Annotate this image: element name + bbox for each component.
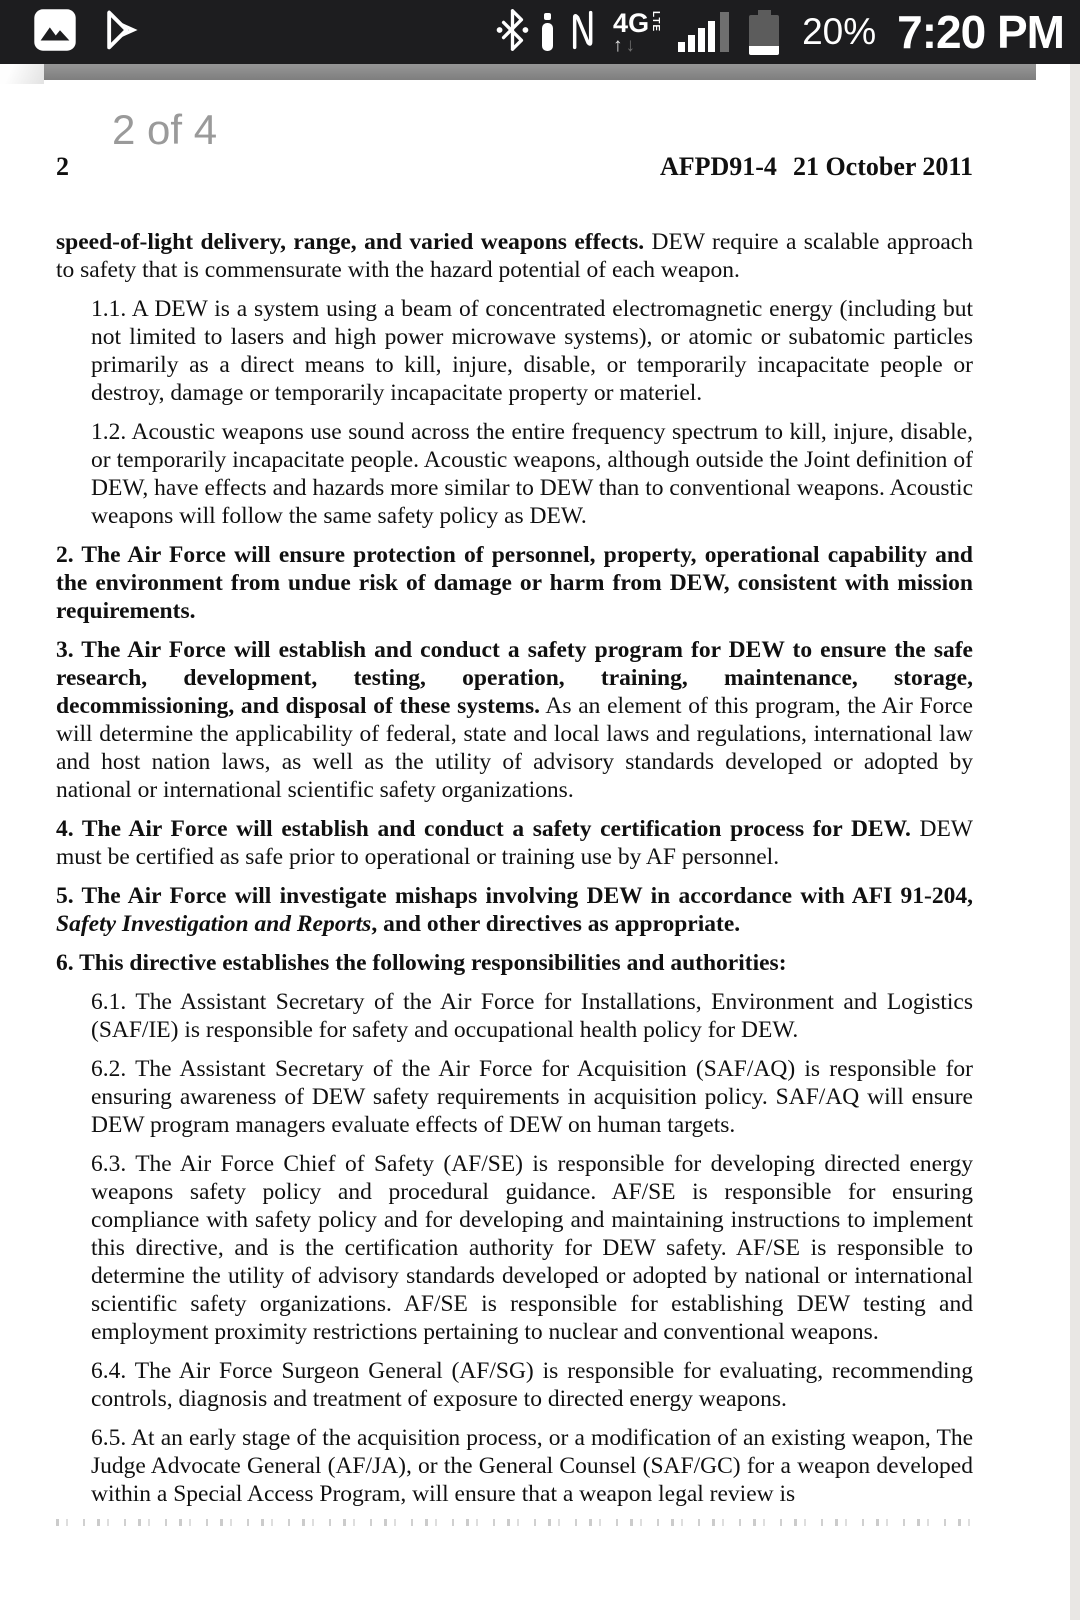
system-status-icons xyxy=(496,5,1064,59)
text-run: 6.4. The Air Force Surgeon General (AF/SG) is responsible for evaluating, recommending controls, diagnosis and treatment of exposure to directed energy weapons. xyxy=(91,1358,973,1412)
text-run: As an element of this program, the Air Force will determine the applicability of federal, state and local laws and regulations, international law and host nation laws, as well as the utility of advisory standards developed or adopted by national or international scientific safety organizations. xyxy=(56,693,973,803)
bluetooth-icon xyxy=(496,8,529,57)
document-paragraph xyxy=(91,1055,973,1139)
text-run: 3. The Air Force will establish and conduct a safety program for DEW to ensure the safe research, development, testing, operation, training, maintenance, storage, decommissioning, and disposal of these systems. xyxy=(56,637,973,719)
text-run: 5. The Air Force will investigate mishaps involving DEW in accordance with AFI 91-204, xyxy=(56,883,973,909)
text-run: , and other directives as appropriate. xyxy=(371,911,741,937)
page-indicator: 2 of 4 xyxy=(112,106,218,153)
document-header-right xyxy=(660,152,973,182)
document-paragraph xyxy=(91,295,973,407)
page-top-edge xyxy=(0,64,1080,84)
document-date: 21 October 2011 xyxy=(792,152,973,181)
text-run: 1.2. Acoustic weapons use sound across the entire frequency spectrum to kill, injure, disable, or temporarily incapacitate people. Acoustic weapons, although outside the Joint definition of DEW, have effects and hazards more similar to DEW than to conventional weapons. Acoustic weapons will follow the same safety policy as DEW. xyxy=(91,419,973,529)
text-run: 4. The Air Force will establish and conduct a safety certification process for DEW. xyxy=(56,816,911,842)
document-body xyxy=(56,228,973,1508)
text-run: 1.1. A DEW is a system using a beam of concentrated electromagnetic energy (including but not limited to lasers and high power microwave systems), or atomic or subatomic particles primarily as a direct means to kill, injure, disable, or temporarily incapacitate people or destroy, damage or temporarily incapacitate property or materiel. xyxy=(91,296,973,406)
document-paragraph xyxy=(56,541,973,625)
document-id: AFPD91-4 xyxy=(659,152,777,181)
document-paragraph xyxy=(56,228,973,284)
page-edge-bar xyxy=(44,64,1036,80)
page-corner-shade xyxy=(0,64,44,84)
document-paragraph xyxy=(91,418,973,530)
nfc-icon xyxy=(566,8,598,57)
network-4g-label: 4G xyxy=(613,7,650,38)
page-number: 2 xyxy=(56,152,69,181)
network-lte-label: LTE xyxy=(650,10,662,32)
text-run: speed-of-light delivery, range, and varied weapons effects. xyxy=(56,229,645,255)
document-paragraph xyxy=(91,1424,973,1508)
text-run: DEW require a scalable approach to safety that is commensurate with the hazard potential of each weapon. xyxy=(56,229,973,283)
text-run: 6.2. The Assistant Secretary of the Air Force for Acquisition (SAF/AQ) is responsible for ensuring awareness of DEW safety requirements in acquisition policy. SAF/AQ will ensure DEW program managers evaluate effects of DEW on human targets. xyxy=(91,1056,973,1138)
pdf-viewport[interactable] xyxy=(0,84,1080,1526)
text-run: 6.3. The Air Force Chief of Safety (AF/SE) is responsible for developing directed energy weapons safety policy and procedural guidance. AF/SE is responsible for ensuring compliance with safety policy and for developing and maintaining instructions to implement this directive, and is the certification authority for DEW safety. AF/SE is responsible to determine the utility of advisory standards developed or adopted by national or international scientific safety organizations. AF/SE is responsible for establishing DEW testing and employment proximity restrictions pertaining to nuclear and conventional weapons. xyxy=(91,1151,973,1345)
document-paragraph xyxy=(56,636,973,804)
notification-icons xyxy=(32,7,144,58)
play-store-icon xyxy=(100,8,144,57)
document-paragraph xyxy=(56,882,973,938)
text-run: 2. The Air Force will ensure protection of personnel, property, operational capability and the environment from undue risk of damage or harm from DEW, consistent with mission requirements. xyxy=(56,542,973,624)
document-paragraph xyxy=(91,1150,973,1346)
text-run: 6.1. The Assistant Secretary of the Air Force for Installations, Environment and Logistics (SAF/IE) is responsible for safety and occupational health policy for DEW. xyxy=(91,989,973,1043)
photos-icon xyxy=(32,7,78,58)
signal-strength-icon xyxy=(678,12,729,52)
document-paragraph xyxy=(91,1357,973,1413)
text-run: 6.5. At an early stage of the acquisition process, or a modification of an existing weapon, The Judge Advocate General (AF/JA), or the General Counsel (SAF/GC) for a weapon developed within a Special Access Program, will ensure that a weapon legal review is xyxy=(91,1425,973,1507)
download-arrow-icon: ↓ xyxy=(625,34,636,56)
clock: 7:20 PM xyxy=(897,6,1064,58)
stylus-icon xyxy=(542,13,553,51)
text-run: 6. This directive establishes the following responsibilities and authorities: xyxy=(56,950,787,976)
document-header xyxy=(56,152,973,182)
text-run: DEW must be certified as safe prior to operational or training use by AF personnel. xyxy=(56,816,973,870)
status-bar xyxy=(0,0,1080,64)
document-paragraph xyxy=(91,988,973,1044)
battery-icon xyxy=(749,10,779,55)
text-run: Safety Investigation and Reports xyxy=(56,911,372,937)
network-type-indicator xyxy=(613,7,662,56)
document-paragraph xyxy=(56,815,973,871)
clipped-text-line xyxy=(56,1519,973,1526)
document-paragraph xyxy=(56,949,973,977)
battery-percent: 20% xyxy=(802,11,877,52)
upload-arrow-icon: ↑ xyxy=(613,34,623,56)
